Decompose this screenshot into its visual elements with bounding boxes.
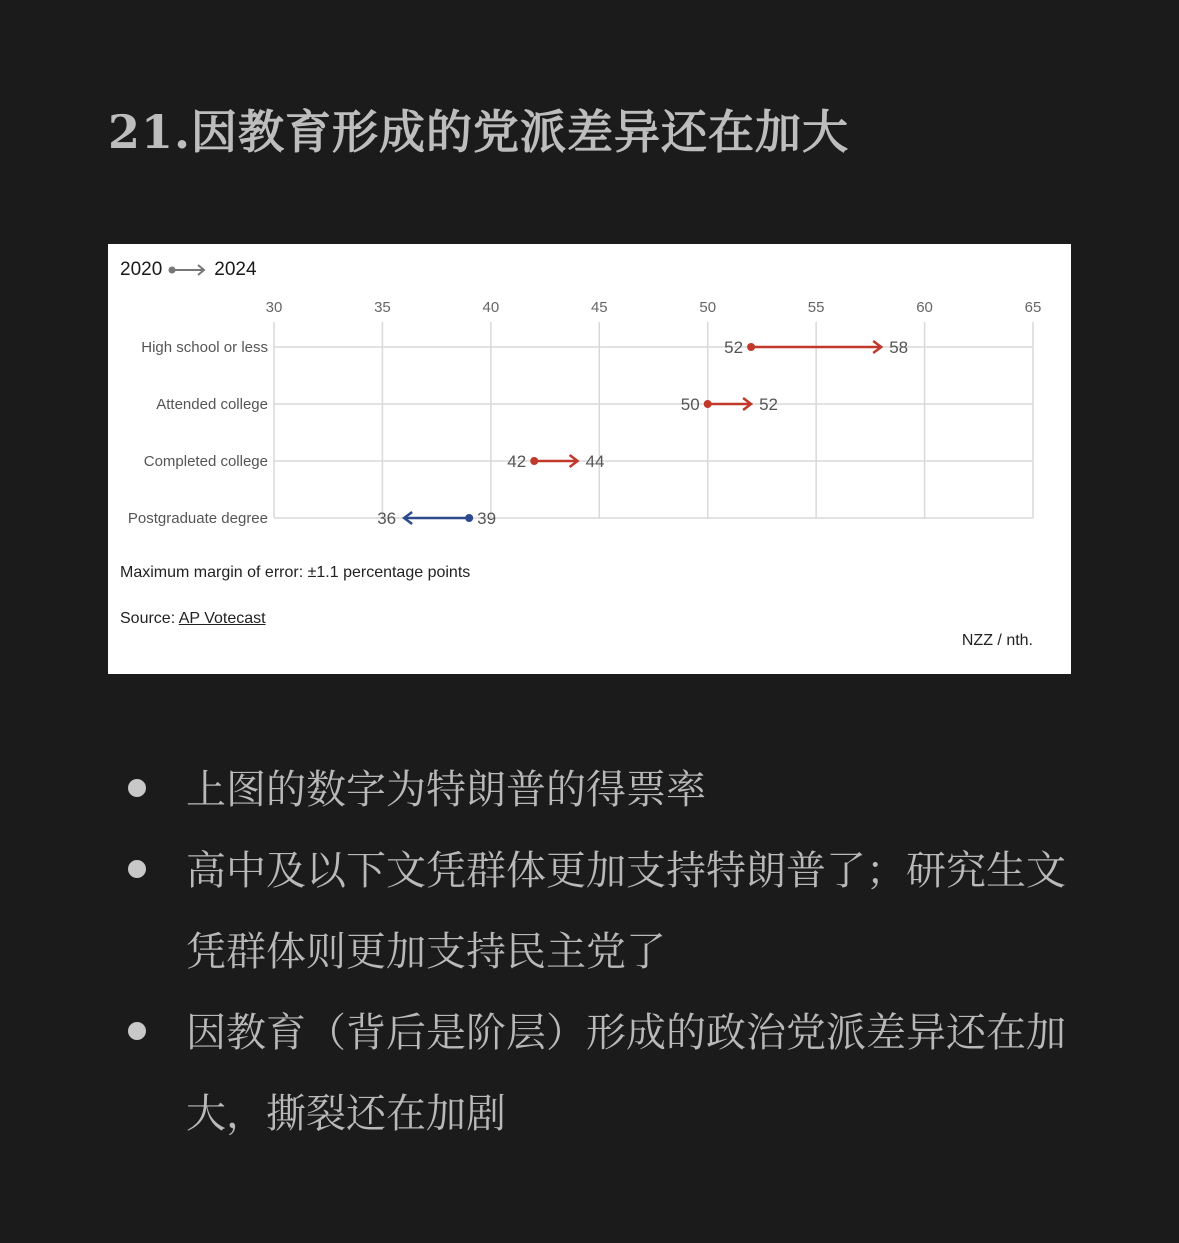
page-title: 21.因教育形成的党派差异还在加大 [108, 105, 850, 159]
start-value-label: 50 [680, 395, 700, 414]
bullet-item [120, 831, 1100, 993]
x-tick-label: 55 [807, 299, 825, 316]
source-link[interactable]: AP Votecast [178, 610, 266, 627]
start-point [747, 343, 755, 351]
bullet-text: 高中及以下文凭群体更加支持特朗普了；研究生文凭群体则更加支持民主党了 [186, 848, 1066, 975]
x-tick-label: 35 [374, 299, 391, 316]
x-tick-label: 30 [265, 299, 283, 316]
margin-of-error-note: Maximum margin of error: ±1.1 percentage points [120, 564, 471, 581]
chart-card [108, 244, 1071, 674]
start-point [704, 400, 712, 408]
x-tick-label: 40 [482, 299, 500, 316]
legend-to-year: 2024 [214, 259, 257, 280]
bullet-item [120, 750, 1100, 831]
bullet-list [120, 750, 1100, 1155]
end-value-label: 36 [377, 509, 397, 528]
bullet-icon [128, 1022, 146, 1040]
x-tick-label: 60 [916, 299, 933, 316]
x-tick-label: 65 [1024, 299, 1042, 316]
bullet-item [120, 993, 1100, 1155]
start-value-label: 52 [724, 338, 744, 357]
start-value-label: 42 [507, 452, 527, 471]
chart-credit: NZZ / nth. [961, 632, 1033, 649]
source-label: Source: [120, 610, 176, 627]
start-point [465, 514, 473, 522]
category-label: High school or less [141, 339, 268, 356]
category-label: Completed college [143, 453, 268, 470]
bullet-icon [128, 860, 146, 878]
dumbbell-chart [108, 244, 1071, 544]
bullet-text: 上图的数字为特朗普的得票率 [186, 767, 706, 813]
source-line [120, 610, 266, 628]
bullet-text: 因教育（背后是阶层）形成的政治党派差异还在加大，撕裂还在加剧 [186, 1010, 1066, 1137]
end-value-label: 52 [759, 395, 779, 414]
bullet-icon [128, 779, 146, 797]
category-label: Postgraduate degree [127, 510, 268, 527]
x-tick-label: 45 [590, 299, 608, 316]
end-value-label: 44 [585, 452, 605, 471]
end-value-label: 58 [889, 338, 909, 357]
start-point [530, 457, 538, 465]
legend-from-year: 2020 [120, 259, 163, 280]
start-value-label: 39 [477, 509, 497, 528]
category-label: Attended college [156, 396, 268, 413]
x-tick-label: 50 [699, 299, 717, 316]
